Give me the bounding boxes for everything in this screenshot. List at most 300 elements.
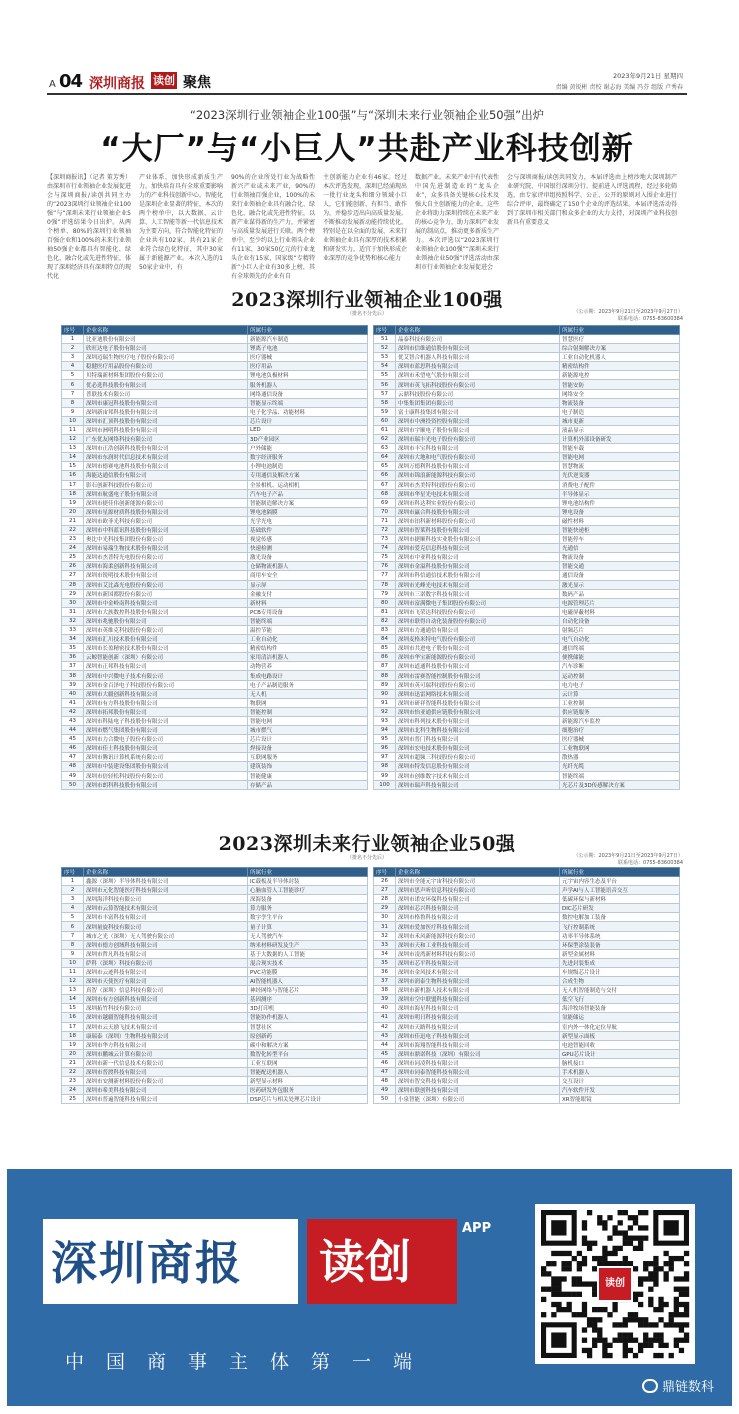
table-row (374, 780, 680, 789)
industry: 智能电网 (560, 453, 680, 462)
row-index: 47 (374, 1067, 396, 1076)
industry: 新能源汽车监控 (560, 716, 680, 725)
industry: 温控节能 (248, 626, 368, 635)
table-row (62, 958, 368, 967)
row-index: 92 (374, 707, 396, 716)
row-index: 14 (62, 453, 84, 462)
table-row (62, 598, 368, 607)
table-row (62, 480, 368, 489)
table-row (374, 986, 680, 995)
table-row (374, 744, 680, 753)
table-row (374, 435, 680, 444)
company-name: 深圳市正邦科技有限公司 (84, 662, 248, 671)
table-row (62, 986, 368, 995)
company-name: 深圳市捷顺科技实业股份有限公司 (396, 535, 560, 544)
table-row (62, 671, 368, 680)
industry: 智能控制 (248, 707, 368, 716)
masthead (47, 57, 699, 97)
table-row (62, 1058, 368, 1067)
industry: 锂电设备 (560, 507, 680, 516)
industry: IC载板及半导体封装 (248, 877, 368, 886)
top100-table-right (373, 325, 680, 790)
industry: 视觉传感 (248, 535, 368, 544)
row-index: 39 (62, 680, 84, 689)
industry: 海洋牧场智能装备 (560, 1004, 680, 1013)
company-name: 深圳市禾风新能源科技有限公司 (396, 931, 560, 940)
industry: 快速检测 (248, 544, 368, 553)
industry: 手术机器人 (560, 1067, 680, 1076)
table-row (374, 1086, 680, 1095)
table-row (62, 471, 368, 480)
row-index: 13 (62, 986, 84, 995)
industry: 细胞治疗 (560, 726, 680, 735)
table-row (62, 771, 368, 780)
row-index: 88 (374, 671, 396, 680)
table-row (374, 489, 680, 498)
table-row (62, 607, 368, 616)
row-index: 90 (374, 689, 396, 698)
row-index: 38 (374, 986, 396, 995)
row-index: 8 (62, 398, 84, 407)
table-row (62, 580, 368, 589)
row-index: 28 (374, 895, 396, 904)
industry: 小锂电池制造 (248, 462, 368, 471)
row-index: 14 (62, 995, 84, 1004)
company-name: 深圳市天使医疗有限公司 (84, 977, 248, 986)
industry: 无人机 (248, 689, 368, 698)
company-name: 深圳市普门科技有限公司 (396, 735, 560, 744)
company-name: 深圳市艾比森光电股份有限公司 (84, 580, 248, 589)
company-name: 深圳市超频三科技股份有限公司 (396, 753, 560, 762)
company-name: 富士康科技集团有限公司 (396, 407, 560, 416)
industry: 智能安防 (560, 380, 680, 389)
company-name: 深圳市锐明技术股份有限公司 (84, 571, 248, 580)
row-index: 1 (62, 877, 84, 886)
company-name: 深圳市大疆创新科技有限公司 (84, 689, 248, 698)
company-name: 晶泰科技有限公司 (396, 335, 560, 344)
table-row (62, 698, 368, 707)
row-index: 2 (62, 886, 84, 895)
table-row (62, 362, 368, 371)
industry: 工业互联网 (248, 1058, 368, 1067)
industry: 激光设备 (248, 553, 368, 562)
col-header-index: 序号 (62, 326, 84, 335)
company-name: 深圳市丰富科技有限公司 (84, 913, 248, 922)
row-index: 37 (62, 662, 84, 671)
page-number: 04 (59, 71, 83, 92)
industry: 电子产品制造服务 (248, 680, 368, 689)
table-row (62, 653, 368, 662)
industry: 光学光电 (248, 516, 368, 525)
industry: 物联网 (248, 698, 368, 707)
table-row (374, 922, 680, 931)
table-row (374, 498, 680, 507)
banner-badge-text: 读创 (319, 1235, 411, 1289)
company-name: 深圳市捷佳伟创新能源有限公司 (84, 498, 248, 507)
industry: 基因测序 (248, 995, 368, 1004)
page-prefix: A (49, 79, 56, 90)
table-row (62, 435, 368, 444)
industry: 先进封装集成 (560, 958, 680, 967)
row-index: 4 (62, 362, 84, 371)
table-row (62, 616, 368, 625)
company-name: 深圳市星源材质科技股份有限公司 (84, 507, 248, 516)
row-index: 56 (374, 380, 396, 389)
top100-period: （公示期：2023年9月21日至2023年9月27日） (573, 309, 683, 315)
row-index: 1 (62, 335, 84, 344)
company-name: 深圳市易瑞生物技术股份有限公司 (84, 544, 248, 553)
industry: 物流装备 (560, 398, 680, 407)
col-header-industry: 所属行业 (248, 326, 368, 335)
row-index: 18 (62, 1031, 84, 1040)
row-index: 70 (374, 507, 396, 516)
table-row (62, 507, 368, 516)
row-index: 34 (374, 949, 396, 958)
top100-table-left (61, 325, 368, 790)
table-row (374, 995, 680, 1004)
table-row (374, 462, 680, 471)
col-header-company: 企业名称 (396, 326, 560, 335)
article-column: 主创新能力企业有46家。经过本次评选发现，深圳已经涌现出一批行业龙头和细分领域小巨人，它们能创新、有担当、敢作为，并稳步迈出向高质量发展。不断推动发展新动能持续优化，特别是在以全面的发展、未来行业领袖企业具有深厚的技术积累和研发实力，适宜于加快形成企业深厚的竞争优势和核心能力 (323, 174, 408, 262)
company-name: 深圳市中兴微电子技术有限公司 (84, 671, 248, 680)
industry: 电池智能回收 (560, 1040, 680, 1049)
industry: 精密结构件 (560, 362, 680, 371)
industry: 数字孪生平台 (248, 913, 368, 922)
table-row (62, 689, 368, 698)
table-row (62, 416, 368, 425)
company-name: 深圳市新国都股份有限公司 (84, 589, 248, 598)
article-column: 【深圳商报讯】（记者 董芳秀）由深圳市行业领袖企业发展促进会与深圳商报/读创共同主办的“2023深圳行业领袖企业100强”与“深圳未来行业领袖企业50强”评选结果今日出炉。从两个榜单、80%的深圳行业领袖百强企业和100%的未来行业领袖50强企业都具有智能化、绿色化、融合化或先进性特征，体现了深圳经济具有深圳特点的现代化 (47, 174, 132, 280)
industry: 通信设备 (560, 571, 680, 580)
industry: 神经网络与智能芯片 (248, 986, 368, 995)
company-name: 深圳市共进电子股份有限公司 (396, 644, 560, 653)
row-index: 47 (62, 753, 84, 762)
table-row (374, 662, 680, 671)
row-index: 33 (374, 940, 396, 949)
industry: 激光显示 (560, 580, 680, 589)
company-name: 深圳市特发信息股份有限公司 (396, 762, 560, 771)
row-index: 66 (374, 471, 396, 480)
industry: 智能车载 (560, 444, 680, 453)
row-index: 83 (374, 626, 396, 635)
table-row (62, 1067, 368, 1076)
table-row (62, 913, 368, 922)
table-row (374, 1004, 680, 1013)
top50-note: （排名不分先后） (346, 855, 387, 861)
row-index: 51 (374, 335, 396, 344)
industry: 数智化转型平台 (248, 1049, 368, 1058)
industry: 医疗器械 (248, 353, 368, 362)
qr-code[interactable] (535, 1204, 695, 1364)
row-index: 50 (374, 1095, 396, 1104)
table-row (374, 616, 680, 625)
company-name: 深圳市长盈精密技术股份有限公司 (84, 644, 248, 653)
table-row (374, 762, 680, 771)
row-index: 25 (62, 1095, 84, 1104)
source-watermark (642, 1376, 714, 1395)
table-row (62, 407, 368, 416)
row-index: 59 (374, 407, 396, 416)
table-row (374, 895, 680, 904)
company-name: 深圳市杰美特科技股份有限公司 (396, 480, 560, 489)
industry: 显示屏 (248, 580, 368, 589)
table-row (62, 525, 368, 534)
table-row (62, 726, 368, 735)
industry: 消费电子配件 (560, 480, 680, 489)
company-name: 康瑞泰（深圳）生物科技有限公司 (84, 1031, 248, 1040)
industry: 户外储能 (248, 444, 368, 453)
table-row (62, 877, 368, 886)
company-name: 深圳市中科蓝讯科技股份有限公司 (84, 525, 248, 534)
row-index: 20 (62, 1049, 84, 1058)
industry: 智能交通 (560, 562, 680, 571)
company-name: 深圳市科达利实业股份有限公司 (396, 498, 560, 507)
table-row (374, 516, 680, 525)
industry: 基础软件 (248, 525, 368, 534)
table-row (62, 535, 368, 544)
industry: 碳中和解决方案 (248, 1040, 368, 1049)
row-index: 27 (62, 571, 84, 580)
company-name: 深圳市英飞拓科技股份有限公司 (396, 380, 560, 389)
wechat-channel-icon (642, 1379, 658, 1393)
row-index: 11 (62, 967, 84, 976)
editor-credits: 责编 黄锐彬 责校 谢志海 美编 冯芬 组版 卢秀春 (555, 84, 683, 91)
company-name: 深圳市金百泽电子科技股份有限公司 (84, 680, 248, 689)
company-name: 深圳市科信通信技术股份有限公司 (396, 571, 560, 580)
row-index: 97 (374, 753, 396, 762)
company-name: 深圳市富满微电子集团股份有限公司 (396, 598, 560, 607)
company-name: 深圳市天和工业科技有限公司 (396, 940, 560, 949)
table-row (62, 1040, 368, 1049)
table-row (62, 516, 368, 525)
company-name: 深圳市洲明科技股份有限公司 (84, 425, 248, 434)
company-name: 深圳市爱克信息科技有限公司 (396, 544, 560, 553)
top100-meta (573, 309, 683, 323)
company-name: 深圳市华星光电技术有限公司 (396, 489, 560, 498)
row-index: 41 (62, 698, 84, 707)
industry: 焊接设备 (248, 744, 368, 753)
company-name: 深圳市力通通信有限公司 (396, 626, 560, 635)
table-row (62, 635, 368, 644)
row-index: 29 (374, 904, 396, 913)
company-name: 深圳市康冠科技股份有限公司 (84, 398, 248, 407)
company-name: 深圳市怡亚通供应链股份有限公司 (396, 707, 560, 716)
company-name: 深圳市全能元宇宙科技有限公司 (396, 877, 560, 886)
company-name: 城市之光（深圳）无人驾驶有限公司 (84, 931, 248, 940)
industry: 3D产业园区 (248, 435, 368, 444)
company-name: 深圳市海翔智能科技有限公司 (396, 1040, 560, 1049)
row-index: 42 (62, 707, 84, 716)
row-index: 29 (62, 589, 84, 598)
row-index: 26 (374, 877, 396, 886)
row-index: 64 (374, 453, 396, 462)
company-name: 深圳市润泰生物科技有限公司 (396, 977, 560, 986)
row-index: 36 (374, 967, 396, 976)
industry: 半导体显示 (560, 489, 680, 498)
col-header-industry: 所属行业 (560, 326, 680, 335)
row-index: 75 (374, 553, 396, 562)
row-index: 95 (374, 735, 396, 744)
row-index: 23 (62, 535, 84, 544)
table-row (62, 453, 368, 462)
company-name: 深圳市鹏城云计算有限公司 (84, 1049, 248, 1058)
industry: 供应链服务 (560, 707, 680, 716)
row-index: 41 (374, 1013, 396, 1022)
table-row (374, 904, 680, 913)
row-index: 16 (62, 471, 84, 480)
table-row (62, 335, 368, 344)
newspaper-page (47, 57, 699, 1157)
company-name: 影石创新科技股份有限公司 (84, 480, 248, 489)
row-index: 72 (374, 525, 396, 534)
company-name: 深圳市联创科技有限公司 (396, 1086, 560, 1095)
top100-note: （排名不分先后） (346, 311, 387, 317)
row-index: 79 (374, 589, 396, 598)
table-row (62, 444, 368, 453)
industry: 电子制造 (560, 407, 680, 416)
company-name: 深圳市迅雷网络技术有限公司 (396, 689, 560, 698)
industry: 汽车软件开发 (560, 1086, 680, 1095)
table-row (374, 689, 680, 698)
company-name: 深圳市金溢科技股份有限公司 (396, 562, 560, 571)
article-column: 90%的企业所处行业为战略性新兴产业或未来产业，90%的行业领袖百强企业，100%的未来行业领袖企业具有融合化、绿色化、融合化或先进性特征，以新产业谋得新的生产力，并紧密与高质量发展进行关联。两个榜单中，至少约以上行业领头企业有11家，30家50亿元的行业龙头企业有15家，国家级“专精特新”小巨人企业有30多上榜，其有全球领先的企业有自 (231, 174, 316, 280)
company-name: 深圳量旋科技有限公司 (84, 922, 248, 931)
company-name: 深圳市新机器人技术有限公司 (396, 986, 560, 995)
top100-title: 2023深圳行业领袖企业100强 (231, 289, 503, 311)
industry: 光纤光缆 (560, 762, 680, 771)
industry: 便携储能 (560, 653, 680, 662)
table-row (62, 398, 368, 407)
company-name: 深圳市宏电技术股份有限公司 (396, 744, 560, 753)
company-name: 深圳市腾讯计算机系统有限公司 (84, 753, 248, 762)
company-name: 云鼎科技股份有限公司 (396, 389, 560, 398)
industry: 功率半导体系统 (560, 931, 680, 940)
company-name: 深圳市科列技术股份有限公司 (396, 716, 560, 725)
row-index: 19 (62, 498, 84, 507)
company-name: 深圳市云算智能技术有限公司 (84, 904, 248, 913)
table-row (374, 1095, 680, 1104)
company-name: 深圳市有方创新科技有限公司 (84, 995, 248, 1004)
row-index: 30 (374, 913, 396, 922)
industry: 低碳环保与新材料 (560, 895, 680, 904)
table-row (374, 753, 680, 762)
company-name: 比亚迪股份有限公司 (84, 335, 248, 344)
table-row (374, 598, 680, 607)
row-index: 65 (374, 462, 396, 471)
table-row (374, 913, 680, 922)
top50-period: （公示期：2023年9月21日至2023年9月27日） (573, 853, 683, 859)
industry: LED (248, 425, 368, 434)
industry: 智能终端 (560, 771, 680, 780)
top50-title: 2023深圳未来行业领袖企业50强 (218, 833, 516, 855)
industry: 工业自动化 (248, 635, 368, 644)
company-name: 小泉智能（深圳）有限公司 (396, 1095, 560, 1104)
industry: 工业控制 (560, 698, 680, 707)
table-row (62, 680, 368, 689)
company-name: 深圳市海星科技有限公司 (396, 1004, 560, 1013)
company-name: 深圳市英维克科技股份有限公司 (84, 626, 248, 635)
article-headline: “大厂”与“小巨人”共赴产业科技创新 (100, 131, 634, 167)
row-index: 68 (374, 489, 396, 498)
company-name: 深圳市新一代信息技术有限公司 (84, 1058, 248, 1067)
row-index: 9 (62, 407, 84, 416)
table-row (374, 507, 680, 516)
table-row (62, 977, 368, 986)
row-index: 34 (62, 635, 84, 644)
company-name: 深圳市航盛电子股份有限公司 (84, 489, 248, 498)
row-index: 45 (374, 1049, 396, 1058)
table-row (374, 716, 680, 725)
industry: 服务机器人 (248, 380, 368, 389)
table-row (62, 967, 368, 976)
industry: 基于大数据的人工智能 (248, 949, 368, 958)
row-index: 77 (374, 571, 396, 580)
industry: 城市燃气 (248, 726, 368, 735)
company-name: 深圳市朗科科技股份有限公司 (84, 780, 248, 789)
industry: AI智能机器人 (248, 977, 368, 986)
row-index: 57 (374, 389, 396, 398)
company-name: 深圳拓竹科技有限公司 (84, 1004, 248, 1013)
table-row (62, 716, 368, 725)
industry: 汽车电子产品 (248, 489, 368, 498)
company-name: 深圳市凌湾新材料科技有限公司 (396, 949, 560, 958)
industry: 智能健康 (248, 771, 368, 780)
table-row (374, 471, 680, 480)
col-header-industry: 所属行业 (248, 868, 368, 877)
table-row (374, 635, 680, 644)
table-row (374, 335, 680, 344)
row-index: 17 (62, 480, 84, 489)
table-row (62, 1049, 368, 1058)
industry: 专用通信及解决方案 (248, 471, 368, 480)
table-row (374, 362, 680, 371)
row-index: 22 (62, 1067, 84, 1076)
table-row (62, 353, 368, 362)
row-index: 44 (62, 726, 84, 735)
industry: 原创新药 (248, 1031, 368, 1040)
col-header-company: 企业名称 (84, 868, 248, 877)
row-index: 50 (62, 780, 84, 789)
col-header-industry: 所属行业 (560, 868, 680, 877)
row-index: 84 (374, 635, 396, 644)
table-row (374, 1013, 680, 1022)
article-body (47, 173, 687, 280)
row-index: 26 (62, 562, 84, 571)
company-name: 深圳市普遍智能科技有限公司 (84, 1095, 248, 1104)
industry: 计算机外部设备研发 (560, 435, 680, 444)
industry: XR智能眼镜 (560, 1095, 680, 1104)
row-index: 16 (62, 1013, 84, 1022)
industry: 数码产品 (560, 589, 680, 598)
table-row (62, 425, 368, 434)
table-row (62, 707, 368, 716)
industry: 医疗器械 (560, 735, 680, 744)
table-row (62, 1095, 368, 1104)
row-index: 78 (374, 580, 396, 589)
industry: 智慧社区 (248, 1022, 368, 1031)
table-row (374, 1049, 680, 1058)
company-name: 稳健医疗用品股份有限公司 (84, 362, 248, 371)
industry: 新型金属材料 (560, 949, 680, 958)
industry: 精密结构件 (248, 644, 368, 653)
company-name: 萨科（深圳）科技有限公司 (84, 958, 248, 967)
article-column: 数据产业。未来产业中有代表性中国先进制造业的“龙头企业”，众多具备关键核心技术及强大自主创新能力的企业，这些企业将助力深圳持续在未来产业的核心竞争力，助力深圳产业发展的制高点，推动更多新质生产力。本次评选以“2023深圳行业领袖企业100强”“深圳未来行业领袖企业50强”评选活动由深圳市行业领袖企业发展促进会 (415, 174, 500, 271)
industry: 环保型涂装装备 (560, 940, 680, 949)
table-row (374, 580, 680, 589)
industry: 锂电池负极材料 (248, 371, 368, 380)
industry: 仓储物流机器人 (248, 562, 368, 571)
table-row (62, 544, 368, 553)
